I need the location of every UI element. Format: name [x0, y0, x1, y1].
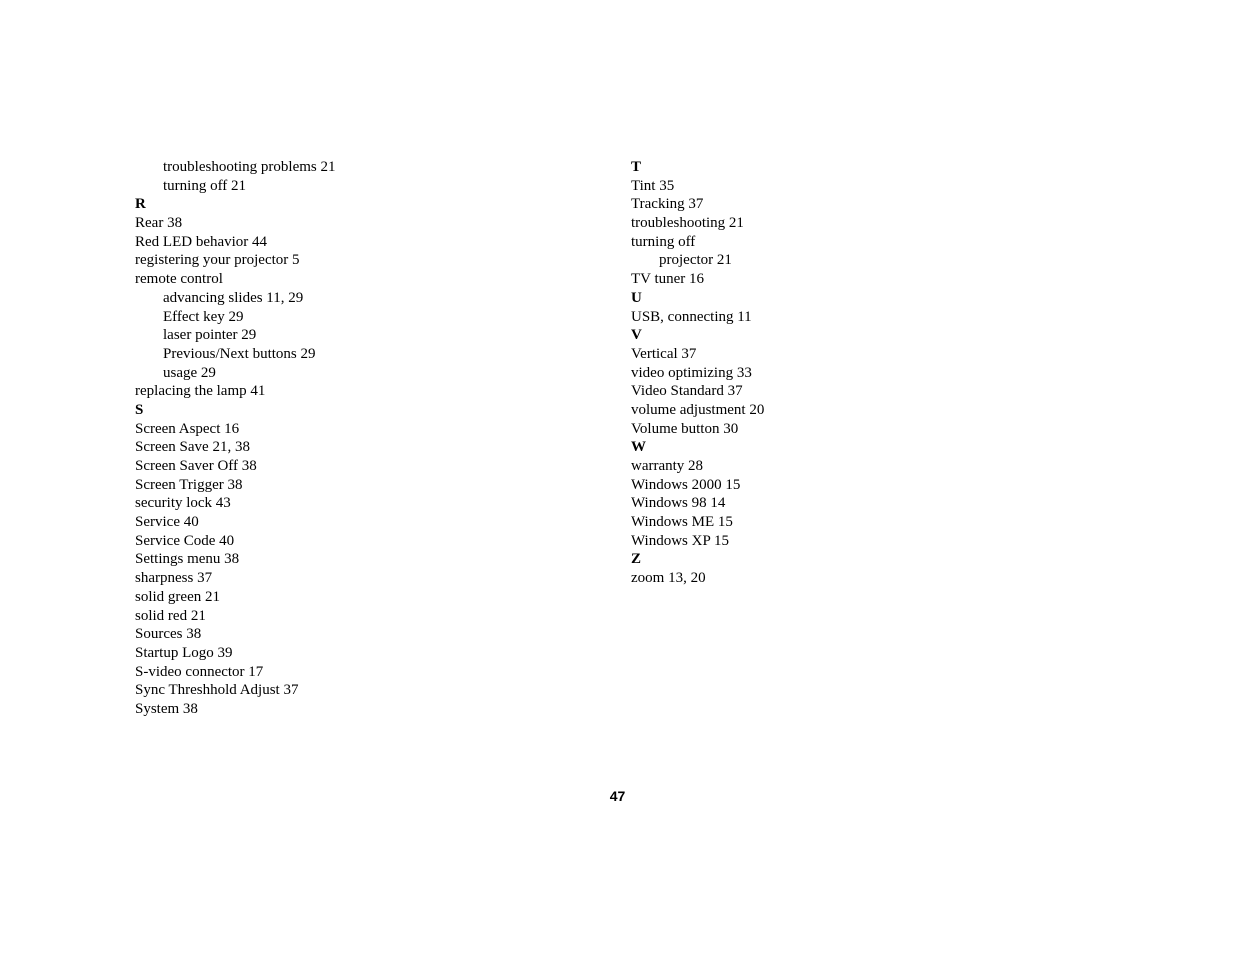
index-letter-heading: U [631, 289, 642, 306]
index-entry: video optimizing 33 [631, 364, 752, 381]
index-subentry: projector 21 [659, 252, 732, 269]
index-column-left [135, 158, 575, 719]
index-subentry: advancing slides 11, 29 [163, 289, 304, 306]
index-entry: Windows 2000 15 [631, 476, 741, 493]
index-entry: Tint 35 [631, 177, 675, 194]
index-entry: warranty 28 [631, 458, 704, 474]
index-letter-heading: T [631, 159, 642, 175]
index-entry: volume adjustment 20 [631, 401, 765, 418]
index-entry: solid red 21 [135, 607, 206, 624]
index-entry: Screen Saver Off 38 [135, 458, 257, 474]
index-entry: Settings menu 38 [135, 551, 240, 568]
index-entry: Video Standard 37 [631, 383, 743, 400]
index-entry: Windows ME 15 [631, 514, 733, 531]
index-entry: solid green 21 [135, 588, 220, 605]
index-subentry: turning off 21 [163, 177, 247, 194]
index-letter-heading: Z [631, 551, 642, 568]
index-entry: Tracking 37 [631, 196, 704, 213]
index-entry: Volume button 30 [631, 420, 739, 437]
index-entry: turning off [631, 233, 696, 250]
index-entry: Service 40 [135, 514, 199, 531]
index-letter-heading: S [135, 401, 144, 418]
index-entry: registering your projector 5 [135, 252, 300, 269]
index-entry: Vertical 37 [631, 345, 697, 362]
index-subentry: usage 29 [163, 364, 216, 381]
index-entry: System 38 [135, 700, 198, 717]
index-letter-heading: R [135, 196, 146, 213]
index-entry: Sources 38 [135, 626, 202, 643]
index-entry: S-video connector 17 [135, 663, 264, 680]
index-entry: zoom 13, 20 [631, 570, 706, 587]
index-letter-heading: V [631, 327, 642, 344]
index-entry: replacing the lamp 41 [135, 383, 266, 400]
index-subentry: troubleshooting problems 21 [163, 159, 336, 175]
index-subentry: Previous/Next buttons 29 [163, 345, 316, 362]
index-column-right [631, 158, 1071, 588]
index-entry: Windows XP 15 [631, 532, 730, 549]
index-entry: Screen Save 21, 38 [135, 439, 250, 456]
index-entry: TV tuner 16 [631, 271, 705, 288]
index-entry: troubleshooting 21 [631, 215, 744, 232]
index-subentry: Effect key 29 [163, 308, 244, 325]
index-entry: Screen Aspect 16 [135, 420, 240, 437]
index-entry: Sync Threshhold Adjust 37 [135, 682, 299, 699]
index-subentry: laser pointer 29 [163, 327, 257, 344]
index-entry: USB, connecting 11 [631, 308, 752, 325]
index-entry: Red LED behavior 44 [135, 233, 268, 250]
index-letter-heading: W [631, 439, 646, 456]
index-entry: Startup Logo 39 [135, 644, 233, 661]
index-entry: remote control [135, 271, 223, 288]
index-entry: Service Code 40 [135, 532, 235, 549]
index-entry: Rear 38 [135, 215, 183, 232]
index-entry: sharpness 37 [135, 570, 213, 587]
index-entry: security lock 43 [135, 495, 231, 512]
index-entry: Screen Trigger 38 [135, 476, 243, 493]
index-entry: Windows 98 14 [631, 495, 726, 512]
page-number: 47 [609, 788, 626, 804]
